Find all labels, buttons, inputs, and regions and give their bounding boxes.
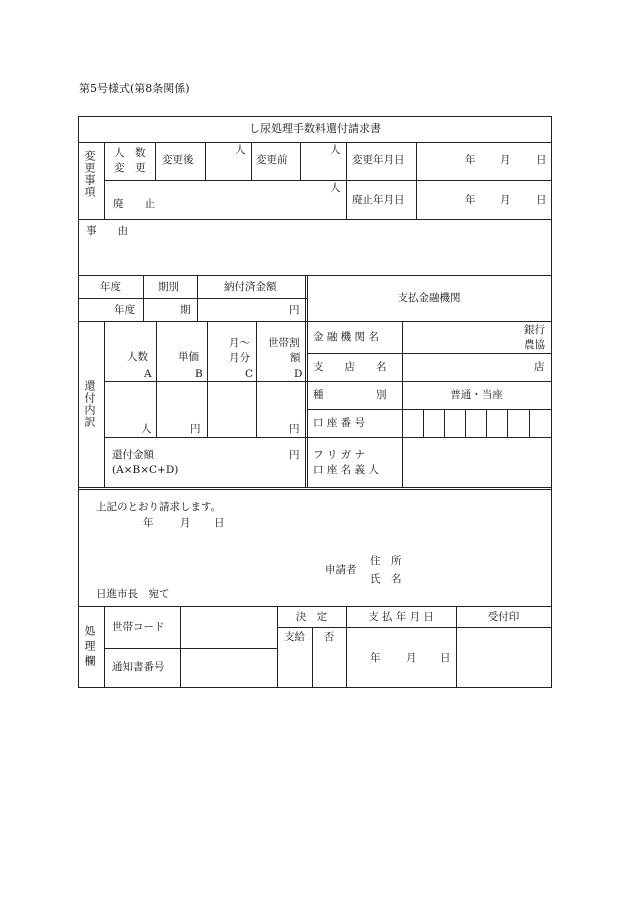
account-number-label: 口 座 番 号	[313, 417, 366, 429]
decision-header: 決 定	[295, 611, 328, 623]
applicant-label: 申請者	[325, 564, 357, 576]
col-a-letter: A	[144, 368, 152, 380]
applicant-address-label: 住 所	[370, 555, 402, 567]
request-statement: 上記のとおり請求します。	[96, 501, 222, 513]
col-c-label-2: 月分	[229, 352, 250, 364]
change-section-label: 変更事項	[83, 150, 96, 198]
col-b-label: 単価	[178, 351, 199, 363]
col-a-label: 人数	[127, 351, 148, 363]
pay-date-year: 年	[370, 652, 381, 664]
refund-section-label: 還付内訳	[83, 380, 96, 428]
request-date-day: 日	[214, 517, 225, 529]
request-date-month: 月	[180, 517, 191, 529]
form-number: 第5号様式(第8条関係)	[79, 82, 190, 95]
payout-label: 支給	[284, 631, 305, 643]
paid-amount-header: 納付済金額	[224, 281, 277, 293]
col-d-label-2: 額	[290, 352, 301, 364]
col-d-label-1: 世帯割	[268, 337, 300, 349]
col-c-letter: C	[245, 368, 254, 380]
haishi-date-year: 年	[465, 194, 476, 206]
col-d-letter: D	[294, 368, 303, 380]
ninzu-label-2: 変 更	[114, 162, 146, 174]
request-date-year: 年	[143, 517, 154, 529]
change-date-year: 年	[465, 154, 476, 166]
paid-year-unit: 年度	[114, 304, 135, 316]
type-label: 種 別	[313, 389, 387, 401]
pay-date-day: 日	[440, 652, 451, 664]
nokyo-suffix: 農協	[524, 339, 545, 351]
branch-label: 支 店 名	[313, 361, 387, 373]
before-label: 変更前	[256, 154, 288, 166]
refund-price-unit: 円	[190, 423, 201, 435]
notice-number-label: 通知書番号	[112, 661, 165, 673]
pay-date-header: 支 払 年 月 日	[368, 611, 434, 623]
receipt-stamp-header: 受付印	[487, 611, 520, 623]
refund-formula: (A×B×C+D)	[112, 464, 179, 476]
office-section-label: 処理欄	[83, 625, 96, 670]
form-title: し尿処理手数料還付請求書	[249, 122, 381, 135]
branch-suffix: 店	[534, 361, 545, 373]
col-c-label-1: 月～	[229, 337, 250, 349]
haishi-label: 廃 止	[113, 198, 155, 210]
household-code-label: 世帯コード	[112, 621, 165, 633]
refund-household-unit: 円	[289, 423, 300, 435]
applicant-name-label: 氏 名	[370, 573, 402, 585]
ninzu-label-1: 人 数	[114, 147, 146, 159]
col-b-letter: B	[195, 368, 203, 380]
holder-label: 口 座 名 義 人	[313, 464, 379, 476]
pay-date-month: 月	[406, 652, 417, 664]
paid-term-header: 期別	[158, 281, 179, 293]
paid-term-unit: 期	[180, 304, 191, 316]
refund-amount-yen: 円	[289, 449, 300, 461]
kana-label: フ リ ガ ナ	[313, 449, 366, 461]
after-label: 変更後	[162, 154, 194, 166]
bank-header: 支払金融機関	[397, 292, 461, 304]
haishi-date-label: 廃止年月日	[352, 194, 405, 206]
paid-yen-unit: 円	[289, 304, 300, 316]
reject-label: 否	[323, 631, 335, 643]
before-unit: 人	[330, 144, 341, 156]
refund-person-unit: 人	[141, 423, 152, 435]
change-date-month: 月	[500, 154, 511, 166]
account-type-value: 普通・当座	[450, 389, 503, 401]
institution-label: 金 融 機 関 名	[313, 331, 379, 343]
refund-amount-label: 還付金額	[112, 449, 154, 461]
addressee: 日進市長 宛て	[96, 588, 170, 600]
haishi-date-day: 日	[536, 194, 547, 206]
reason-label: 事 由	[86, 225, 128, 237]
change-date-label: 変更年月日	[352, 154, 405, 166]
haishi-unit: 人	[330, 182, 341, 194]
change-date-day: 日	[536, 154, 547, 166]
after-unit: 人	[235, 144, 246, 156]
paid-year-header: 年度	[100, 281, 121, 293]
bank-suffix: 銀行	[524, 324, 545, 336]
haishi-date-month: 月	[500, 194, 511, 206]
